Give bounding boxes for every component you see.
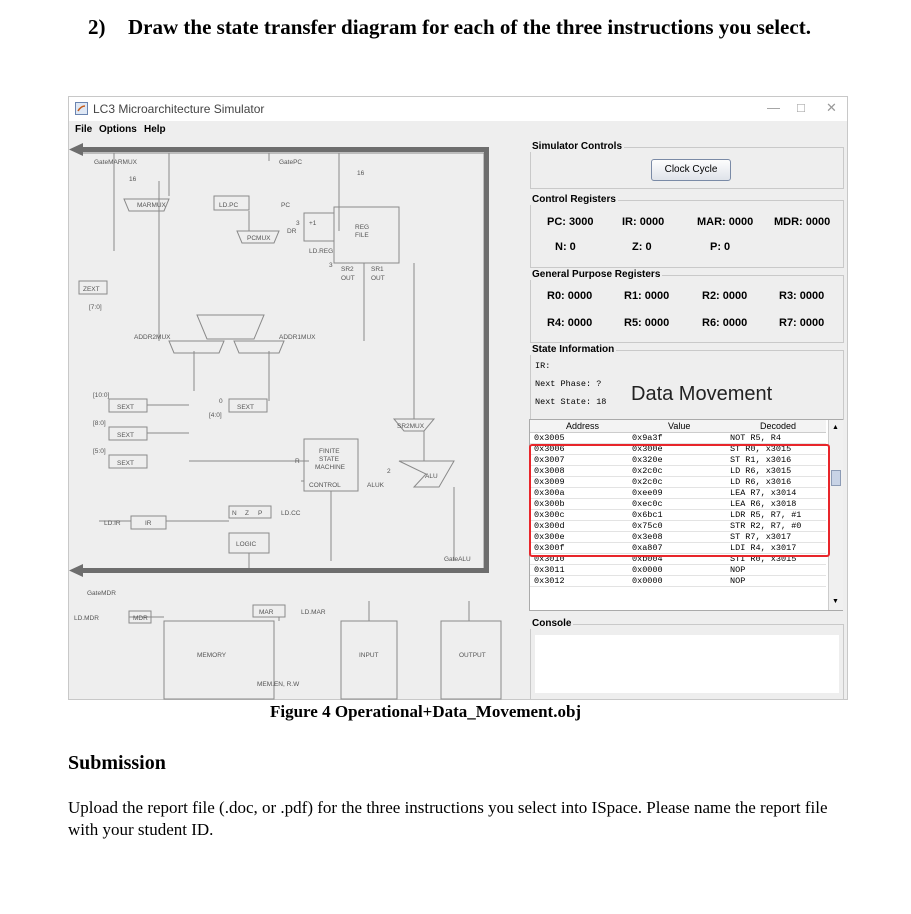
cell-address: 0x3008	[534, 466, 565, 476]
label-file: FILE	[355, 232, 369, 239]
table-row[interactable]	[530, 433, 824, 443]
label-ir: IR	[145, 520, 152, 527]
label-width-0: 0	[219, 398, 223, 405]
label-ldcc: LD.CC	[281, 510, 301, 517]
label-dr: DR	[287, 228, 297, 235]
reg-pc: PC: 3000	[547, 216, 594, 228]
label-marmux: MARMUX	[137, 202, 166, 209]
label-mdr: MDR	[133, 615, 148, 622]
state-ir: IR:	[535, 361, 551, 371]
label-machine: MACHINE	[315, 464, 345, 471]
label-gatepc: GatePC	[279, 159, 303, 166]
label-ldir: LD.IR	[104, 520, 121, 527]
gp-registers-label: General Purpose Registers	[532, 269, 661, 280]
scroll-up-icon[interactable]: ▲	[832, 424, 839, 431]
col-decoded: Decoded	[760, 421, 797, 431]
label-sr2mux: SR2MUX	[397, 423, 425, 430]
label-z: Z	[245, 510, 249, 517]
cell-decoded: ST R0, x3015	[730, 444, 792, 454]
cell-value: 0x2c0c	[632, 477, 663, 487]
submission-text: Upload the report file (.doc, or .pdf) for the three instructions you select into ISpace. Please name the report file with your student ID.	[68, 798, 828, 839]
gp-registers-group	[530, 275, 844, 343]
control-panel	[527, 141, 847, 701]
simulator-controls-label: Simulator Controls	[532, 141, 623, 152]
cell-value: 0x2c0c	[632, 466, 663, 476]
cell-decoded: LD R6, x3015	[730, 466, 792, 476]
cell-value: 0x9a3f	[632, 433, 663, 443]
cell-value: 0xec0c	[632, 499, 663, 509]
cell-address: 0x3007	[534, 455, 565, 465]
label-r: R	[295, 458, 300, 465]
control-registers-group	[530, 200, 844, 268]
label-memenrw: MEM.EN, R.W	[257, 681, 300, 688]
cell-value: 0x0000	[632, 565, 663, 575]
table-row[interactable]	[530, 576, 824, 586]
label-sr2: SR2	[341, 266, 354, 273]
memory-table[interactable]	[529, 419, 843, 611]
reg-r2: R2: 0000	[702, 290, 748, 302]
label-plus1: +1	[309, 220, 317, 227]
cell-value: 0x6bc1	[632, 510, 663, 520]
cell-address: 0x300f	[534, 543, 565, 553]
label-bits40: [4:0]	[209, 412, 222, 419]
reg-r6: R6: 0000	[702, 317, 748, 329]
menu-options[interactable]: Options	[99, 124, 137, 135]
question-text: Draw the state transfer diagram for each of the three instructions you select.	[128, 15, 811, 39]
flag-z: Z: 0	[632, 241, 652, 253]
label-bits70: [7:0]	[89, 304, 102, 311]
menu-bar	[69, 121, 847, 139]
label-input: INPUT	[359, 652, 379, 659]
cell-value: 0x300e	[632, 444, 663, 454]
cell-address: 0x300c	[534, 510, 565, 520]
cell-address: 0x300a	[534, 488, 565, 498]
cell-value: 0x75c0	[632, 521, 663, 531]
label-bits50: [5:0]	[93, 448, 106, 455]
label-gatemdr: GateMDR	[87, 590, 116, 597]
label-pc: PC	[281, 202, 291, 209]
label-width-3b: 3	[329, 262, 333, 269]
reg-r4: R4: 0000	[547, 317, 593, 329]
reg-mdr: MDR: 0000	[774, 216, 831, 228]
label-mar: MAR	[259, 609, 274, 616]
label-ldmar: LD.MAR	[301, 609, 326, 616]
cell-decoded: NOT R5, R4	[730, 433, 782, 443]
label-out-sr1: OUT	[371, 275, 385, 282]
cell-value: 0x320e	[632, 455, 663, 465]
cell-address: 0x3010	[534, 554, 565, 564]
state-next-phase: Next Phase: ?	[535, 379, 602, 389]
cell-address: 0x300d	[534, 521, 565, 531]
cell-decoded: LDR R5, R7, #1	[730, 510, 802, 520]
cell-address: 0x300e	[534, 532, 565, 542]
scroll-thumb[interactable]	[831, 470, 841, 486]
console-label: Console	[532, 618, 572, 629]
console-output[interactable]	[535, 635, 839, 693]
col-address: Address	[566, 421, 600, 431]
cell-address: 0x3006	[534, 444, 565, 454]
cell-address: 0x3012	[534, 576, 565, 586]
label-sr1: SR1	[371, 266, 384, 273]
datapath-diagram	[69, 141, 524, 701]
reg-r5: R5: 0000	[624, 317, 670, 329]
cell-decoded: LEA R7, x3014	[730, 488, 797, 498]
label-logic: LOGIC	[236, 541, 257, 548]
window-title: LC3 Microarchitecture Simulator	[93, 102, 265, 116]
label-addr2mux: ADDR2MUX	[134, 334, 171, 341]
reg-r7: R7: 0000	[779, 317, 825, 329]
cell-decoded: ST R1, x3016	[730, 455, 792, 465]
cell-address: 0x300b	[534, 499, 565, 509]
simulator-window	[68, 96, 848, 700]
label-sext-3: SEXT	[117, 460, 134, 467]
label-out-sr2: OUT	[341, 275, 355, 282]
minimize-button[interactable]: —	[767, 100, 780, 115]
cell-address: 0x3005	[534, 433, 565, 443]
menu-help[interactable]: Help	[144, 124, 166, 135]
reg-r0: R0: 0000	[547, 290, 593, 302]
label-memory: MEMORY	[197, 652, 227, 659]
label-p: P	[258, 510, 263, 517]
control-registers-label: Control Registers	[532, 194, 616, 205]
label-width-3a: 3	[296, 220, 300, 227]
cell-decoded: STI R0, x3015	[730, 554, 797, 564]
label-ldreg: LD.REG	[309, 248, 334, 255]
cell-decoded: LDI R4, x3017	[730, 543, 797, 553]
close-button[interactable]: ✕	[826, 100, 837, 115]
title-bar	[69, 97, 847, 121]
cell-value: 0x3e08	[632, 532, 663, 542]
table-row[interactable]	[530, 565, 824, 575]
cell-address: 0x3009	[534, 477, 565, 487]
label-bits80: [8:0]	[93, 420, 106, 427]
cell-value: 0xee09	[632, 488, 663, 498]
cell-decoded: NOP	[730, 576, 746, 586]
label-sext-1: SEXT	[117, 404, 134, 411]
label-alu: ALU	[425, 473, 438, 480]
clock-cycle-button[interactable]: Clock Cycle	[651, 159, 731, 181]
cell-value: 0xb004	[632, 554, 663, 564]
label-aluk: ALUK	[367, 482, 384, 489]
reg-r1: R1: 0000	[624, 290, 670, 302]
label-width-16a: 16	[129, 176, 137, 183]
cell-address: 0x3011	[534, 565, 565, 575]
overlay-data-movement: Data Movement	[631, 383, 773, 405]
reg-r3: R3: 0000	[779, 290, 825, 302]
cell-decoded: LD R6, x3016	[730, 477, 792, 487]
memory-scrollbar[interactable]	[828, 420, 843, 610]
scroll-down-icon[interactable]: ▼	[832, 598, 839, 605]
state-next-state: Next State: 18	[535, 397, 607, 407]
cell-decoded: NOP	[730, 565, 746, 575]
label-bits100: [10:0]	[93, 392, 110, 399]
cell-decoded: ST R7, x3017	[730, 532, 792, 542]
label-addr1mux: ADDR1MUX	[279, 334, 316, 341]
label-finite: FINITE	[319, 448, 340, 455]
label-output: OUTPUT	[459, 652, 486, 659]
label-ldmdr: LD.MDR	[74, 615, 99, 622]
cell-value: 0x0000	[632, 576, 663, 586]
label-width-16b: 16	[357, 170, 365, 177]
col-value: Value	[668, 421, 691, 431]
memory-table-header	[530, 420, 826, 433]
menu-file[interactable]: File	[75, 124, 93, 135]
reg-mar: MAR: 0000	[697, 216, 754, 228]
java-app-icon	[75, 102, 88, 115]
label-sext-2: SEXT	[117, 432, 134, 439]
label-gatemarmux: GateMARMUX	[94, 159, 137, 166]
cell-decoded: STR R2, R7, #0	[730, 521, 802, 531]
label-ldpc: LD.PC	[219, 202, 239, 209]
label-sext-4: SEXT	[237, 404, 254, 411]
label-state: STATE	[319, 456, 339, 463]
figure-caption: Figure 4 Operational+Data_Movement.obj	[270, 702, 582, 721]
label-gatealu: GateALU	[444, 556, 471, 563]
label-zext: ZEXT	[83, 286, 100, 293]
flag-p: P: 0	[710, 241, 731, 253]
label-reg: REG	[355, 224, 370, 231]
label-control: CONTROL	[309, 482, 341, 489]
cell-value: 0xa807	[632, 543, 663, 553]
state-info-label: State Information	[532, 344, 615, 355]
label-n: N	[232, 510, 237, 517]
maximize-button[interactable]: □	[797, 100, 805, 115]
label-width-2: 2	[387, 468, 391, 475]
cell-decoded: LEA R6, x3018	[730, 499, 797, 509]
flag-n: N: 0	[555, 241, 576, 253]
label-pcmux: PCMUX	[247, 235, 271, 242]
submission-heading: Submission	[68, 752, 166, 774]
highlight-box	[529, 444, 830, 557]
question-number: 2)	[88, 15, 106, 39]
reg-ir: IR: 0000	[622, 216, 665, 228]
